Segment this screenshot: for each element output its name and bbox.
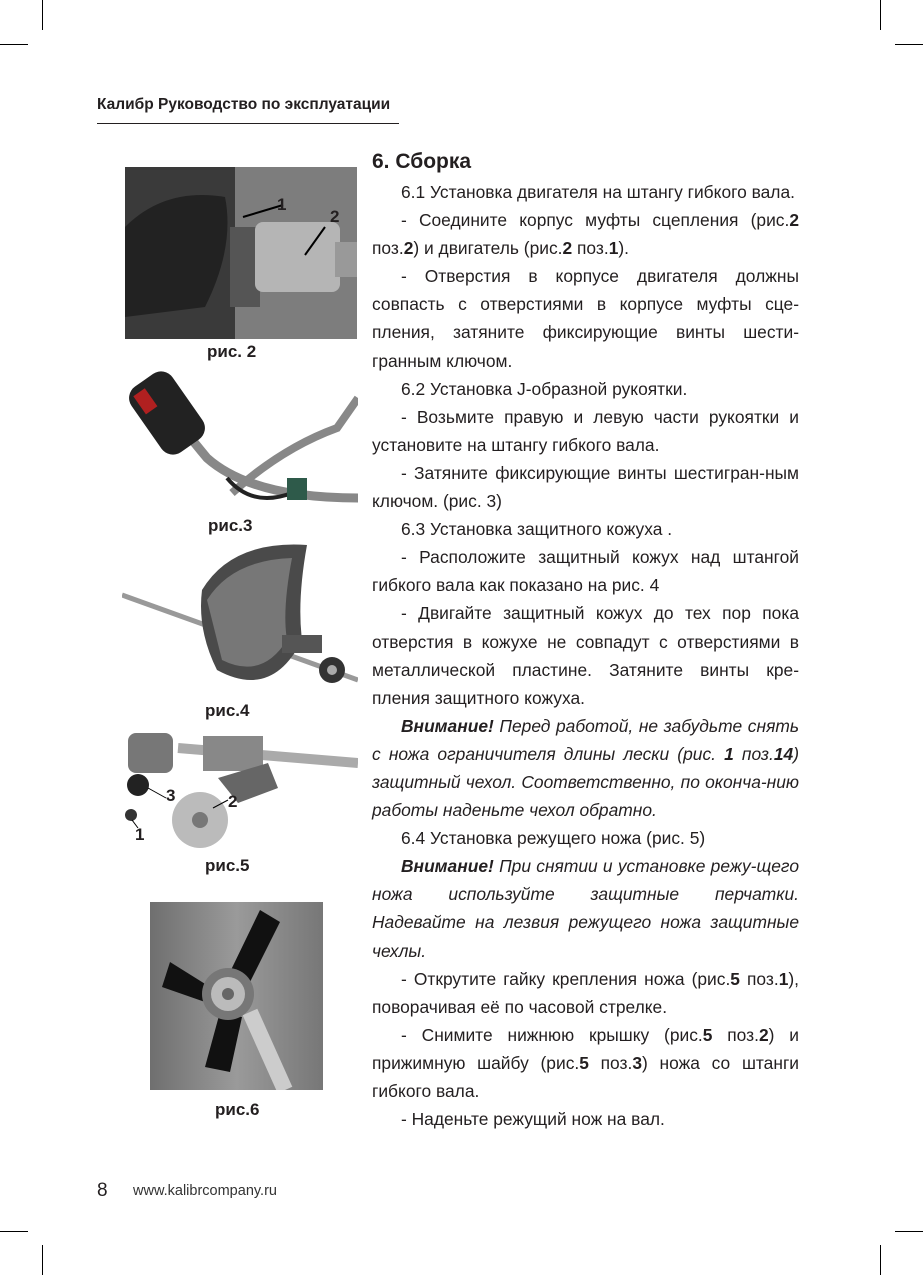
paragraph-text: поз. bbox=[712, 1024, 759, 1045]
paragraph-text: 6.4 Установка режущего ножа (рис. 5) bbox=[401, 828, 706, 849]
paragraph-text: поз. bbox=[372, 238, 404, 259]
crop-mark bbox=[880, 0, 881, 30]
emphasis-text: 2 bbox=[789, 210, 799, 231]
section-heading: 6. Сборка bbox=[372, 150, 472, 173]
paragraph-text: Перед работой, не забудьте снять с ножа ограничителя длины лески (рис. bbox=[372, 715, 799, 764]
figure-4-caption: рис.4 bbox=[205, 701, 250, 720]
paragraph bbox=[372, 1021, 799, 1105]
paragraph bbox=[372, 206, 799, 262]
paragraph-text: 6.3 Установка защитного кожуха . bbox=[401, 519, 673, 540]
paragraph bbox=[372, 459, 799, 515]
crop-mark bbox=[895, 44, 923, 45]
figure-3-caption: рис.3 bbox=[208, 516, 253, 535]
crop-mark bbox=[42, 1245, 43, 1275]
emphasis-text: 14 bbox=[773, 743, 794, 764]
figure-6-photo bbox=[150, 902, 323, 1090]
paragraph-text: - Соедините корпус муфты сцепления (рис. bbox=[401, 210, 790, 231]
running-header: Калибр Руководство по эксплуатации bbox=[97, 96, 391, 113]
paragraph-text: - Расположите защитный кожух над штангой гибкого вала как показано на рис. 4 bbox=[372, 547, 799, 596]
paragraph bbox=[372, 262, 799, 374]
emphasis-text: 5 bbox=[702, 1024, 713, 1045]
emphasis-text: 2 bbox=[403, 238, 414, 259]
paragraph-text: - Затяните фиксирующие винты шестигран-ным ключом. (рис. 3) bbox=[372, 462, 799, 512]
figure-3-photo bbox=[122, 368, 358, 510]
emphasis-text: 1 bbox=[608, 238, 619, 259]
crop-mark bbox=[895, 1231, 923, 1232]
paragraph-text: - Двигайте защитный кожух до тех пор пока отверстия в кожухе не совпадут с отверстиями в металлической пластине. Затяните винты кре-пления защитного кожуха. bbox=[372, 603, 799, 708]
paragraph-text: ), поворачивая её по часовой стрелке. bbox=[372, 968, 800, 1017]
figure-4-photo bbox=[122, 540, 358, 698]
figure-6-caption: рис.6 bbox=[215, 1100, 260, 1119]
emphasis-text: 5 bbox=[730, 968, 740, 989]
figure-2-photo bbox=[125, 167, 357, 339]
paragraph-text: - Открутите гайку крепления ножа (рис. bbox=[401, 968, 731, 989]
figure-5-caption: рис.5 bbox=[205, 856, 250, 875]
paragraph-text: поз. bbox=[739, 968, 779, 989]
crop-mark bbox=[0, 44, 28, 45]
paragraph-text: 6.1 Установка двигателя на штангу гибкого вала. bbox=[401, 182, 795, 202]
emphasis-text: 1 bbox=[778, 968, 789, 989]
paragraph bbox=[372, 543, 799, 599]
paragraph bbox=[372, 712, 799, 824]
section-body bbox=[372, 178, 799, 1133]
figure-label: 1 bbox=[277, 195, 287, 214]
paragraph-text: ) и прижимную шайбу (рис. bbox=[372, 1024, 799, 1073]
paragraph-text: 6.2 Установка J-образной рукоятки. bbox=[401, 378, 688, 399]
paragraph-text: - Наденьте режущий нож на вал. bbox=[401, 1109, 665, 1130]
paragraph bbox=[372, 599, 799, 711]
footer-url: www.kalibrcompany.ru bbox=[133, 1183, 277, 1199]
figure-label: 3 bbox=[166, 786, 176, 805]
emphasis-text: 2 bbox=[562, 238, 573, 259]
paragraph-text: - Снимите нижнюю крышку (рис. bbox=[401, 1024, 703, 1045]
paragraph-text: поз. bbox=[733, 743, 774, 764]
emphasis-text: Внимание! bbox=[401, 715, 494, 736]
paragraph-text: ). bbox=[618, 238, 630, 259]
crop-mark bbox=[0, 1231, 28, 1232]
emphasis-text: 3 bbox=[632, 1052, 643, 1073]
emphasis-text: 1 bbox=[724, 743, 734, 764]
paragraph bbox=[372, 375, 799, 403]
header-rule bbox=[97, 123, 399, 124]
page-number: 8 bbox=[97, 1180, 108, 1201]
paragraph-text: - Возьмите правую и левую части рукоятки и установите на штангу гибкого вала. bbox=[372, 406, 799, 455]
paragraph bbox=[372, 1105, 799, 1133]
paragraph bbox=[372, 403, 799, 459]
paragraph-text: ) и двигатель (рис. bbox=[413, 238, 563, 259]
figure-5-photo bbox=[118, 728, 358, 853]
paragraph-text: При снятии и установке режу-щего ножа используйте защитные перчатки. Надевайте на лезвия режущего ножа защитные чехлы. bbox=[372, 856, 799, 961]
paragraph bbox=[372, 515, 799, 543]
paragraph-text: ) защитный чехол. Соответственно, по оконча-нию работы наденьте чехол обратно. bbox=[372, 743, 799, 821]
assembly-section bbox=[372, 148, 799, 1133]
paragraph bbox=[372, 852, 799, 964]
paragraph-text: - Отверстия в корпусе двигателя должны совпасть с отверстиями в корпусе муфты сце-пления, затяните фиксирующие винты шести-гранным ключом. bbox=[372, 266, 799, 371]
paragraph bbox=[372, 178, 799, 206]
paragraph bbox=[372, 965, 799, 1021]
figure-2-caption: рис. 2 bbox=[207, 342, 257, 361]
emphasis-text: Внимание! bbox=[401, 856, 494, 877]
figure-label: 2 bbox=[228, 792, 238, 811]
paragraph-text: поз. bbox=[588, 1052, 633, 1073]
emphasis-text: 2 bbox=[758, 1024, 769, 1045]
emphasis-text: 5 bbox=[579, 1052, 589, 1073]
figure-label: 2 bbox=[330, 207, 340, 226]
paragraph-text: ) ножа со штанги гибкого вала. bbox=[372, 1052, 799, 1101]
figure-label: 1 bbox=[135, 825, 145, 844]
crop-mark bbox=[42, 0, 43, 30]
crop-mark bbox=[880, 1245, 881, 1275]
paragraph bbox=[372, 824, 799, 852]
paragraph-text: поз. bbox=[572, 238, 609, 259]
